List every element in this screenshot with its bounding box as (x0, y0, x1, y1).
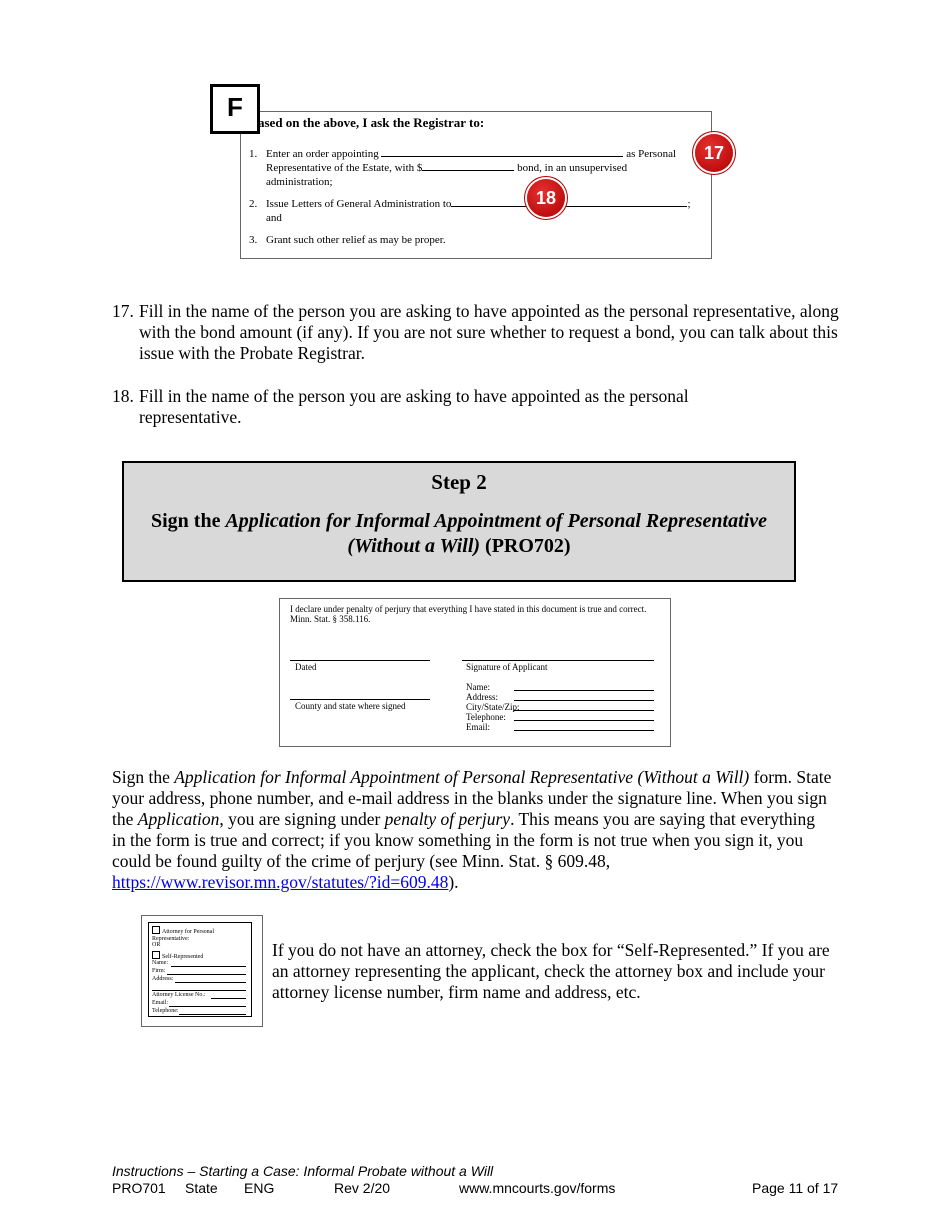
field-line (514, 710, 654, 711)
statute-link[interactable]: https://www.revisor.mn.gov/statutes/?id=609.48 (112, 872, 449, 892)
footer-url: www.mncourts.gov/forms (459, 1180, 616, 1196)
item-1-number: 1. (249, 148, 258, 160)
county-line (290, 699, 430, 700)
or-label: OR (152, 942, 161, 948)
field-city-label: City/State/Zip: (466, 702, 520, 712)
dated-label: Dated (295, 662, 317, 672)
att-field-line (179, 1014, 246, 1015)
self-represented-option: Self-Represented (152, 951, 203, 961)
att-address-label: Address: (152, 976, 174, 982)
att-telephone-label: Telephone: (152, 1008, 179, 1014)
attorney-checkbox (152, 926, 160, 934)
att-name-label: Name: (152, 960, 168, 966)
step-2-box (122, 461, 796, 582)
field-email-label: Email: (466, 722, 490, 732)
callout-17-badge: 17 (695, 134, 733, 172)
field-telephone-label: Telephone: (466, 712, 506, 722)
att-email-label: Email: (152, 1000, 168, 1006)
form-f-heading: ased on the above, I ask the Registrar to: (258, 115, 485, 130)
footer-revision: Rev 2/20 (334, 1180, 391, 1196)
callout-18-badge: 18 (527, 179, 565, 217)
att-field-line (175, 982, 246, 983)
item-2-number: 2. (249, 198, 258, 210)
item-1-line-1: Enter an order appointing as Personal (266, 148, 677, 160)
field-line (514, 730, 654, 731)
instruction-17-number: 17. (112, 301, 134, 321)
dated-line (290, 660, 430, 661)
footer-state: State (185, 1180, 218, 1196)
section-f-badge: F (210, 84, 260, 134)
footer-form-code: PRO701 (112, 1180, 166, 1196)
county-label: County and state where signed (295, 701, 406, 711)
attorney-form-inner (148, 922, 252, 1017)
footer-language: ENG (244, 1180, 275, 1196)
item-3-number: 3. (249, 234, 258, 246)
att-field-line (211, 998, 246, 999)
step-subtitle: Sign the Application for Informal Appointment of Personal Representative (Without a Will) (PRO702) (151, 510, 767, 557)
attorney-instructions: If you do not have an attorney, check the box for “Self-Represented.” If you are an attorney representing the applicant, check the attorney box and include your attorney license number, firm name and address, etc. (272, 940, 830, 1002)
att-field-line (152, 990, 246, 991)
attorney-option: Attorney for Personal Representative: (152, 926, 247, 943)
signing-paragraph: Sign the Application for Informal Appointment of Personal Representative (Without a Will) form. State your address, phone number, and e-mail address in the blanks under the signature line. When you sign the Application, you are signing under penalty of perjury. This means you are saying that everything in the form is true and correct; if you know something in the form is not true when you sign it, you could be found guilty of the crime of perjury (see Minn. Stat. § 609.48, https://www.revisor.mn.gov/statutes/?id=609.48). (112, 767, 832, 892)
bond-blank (422, 161, 514, 171)
att-field-line (171, 966, 246, 967)
perjury-declaration: I declare under penalty of perjury that everything I have stated in this document is true and correct. Minn. Stat. § 358.116. (290, 604, 647, 624)
self-represented-checkbox (152, 951, 160, 959)
signature-line (462, 660, 654, 661)
step-title: Step 2 (431, 470, 487, 494)
item-2-line-1: Issue Letters of General Administration to ; (266, 198, 691, 210)
item-3-text: Grant such other relief as may be proper. (266, 234, 446, 246)
applicant-fields (466, 682, 520, 732)
footer-page-number: Page 11 of 17 (752, 1180, 839, 1196)
instruction-18-text: Fill in the name of the person you are asking to have appointed as the personal representative. (139, 386, 689, 427)
signature-label: Signature of Applicant (466, 662, 548, 672)
att-field-line (167, 974, 246, 975)
item-1-line-2: Representative of the Estate, with $ bond, in an unsupervised (266, 162, 628, 174)
field-name-label: Name: (466, 682, 490, 692)
letters-blank (451, 197, 687, 207)
att-license-label: Attorney License No.: (152, 992, 206, 998)
field-line (514, 700, 654, 701)
instruction-17-text: Fill in the name of the person you are asking to have appointed as the personal representative, along with the bond amount (if any). If you are not sure whether to request a bond, you can talk about this issue with the Probate Registrar. (139, 301, 839, 363)
att-field-line (169, 1006, 246, 1007)
item-2-line-2: and (266, 212, 282, 224)
signature-form-excerpt (279, 598, 671, 747)
footer-title: Instructions – Starting a Case: Informal Probate without a Will (112, 1163, 494, 1179)
instruction-18-number: 18. (112, 386, 134, 406)
item-1-line-3: administration; (266, 176, 333, 188)
att-firm-label: Firm: (152, 968, 166, 974)
field-line (514, 690, 654, 691)
field-line (514, 720, 654, 721)
name-blank (381, 147, 623, 157)
field-address-label: Address: (466, 692, 498, 702)
